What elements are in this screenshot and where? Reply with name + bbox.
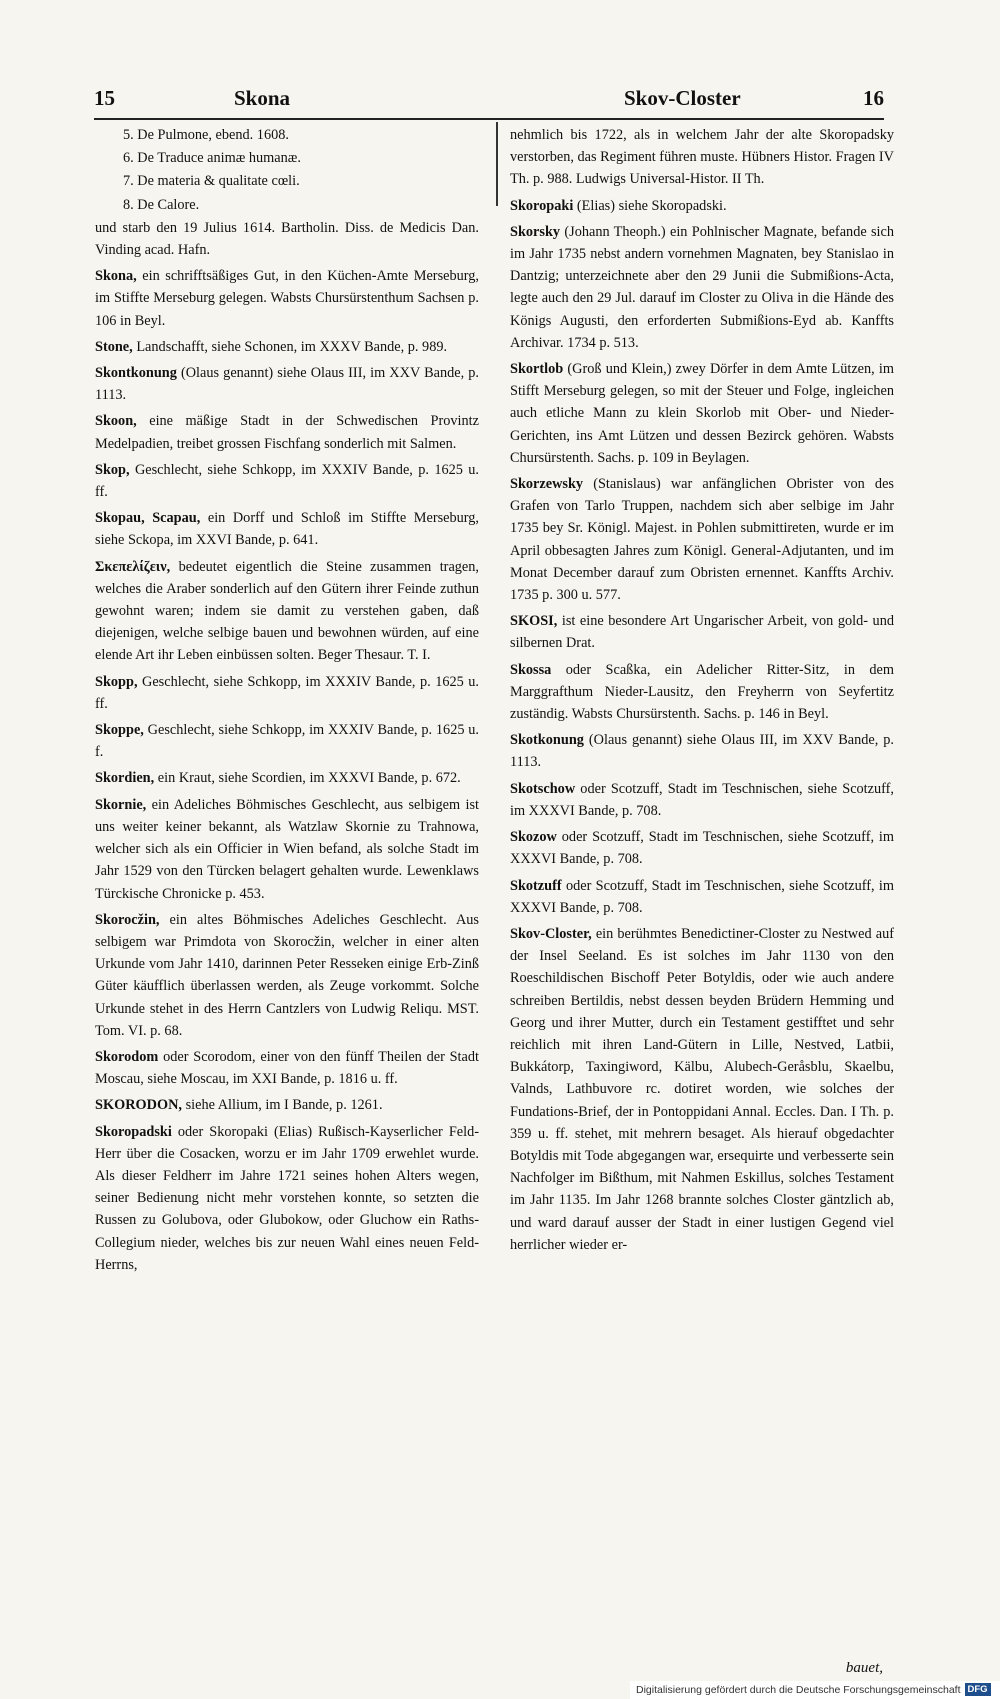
dictionary-entry (510, 875, 894, 919)
right-page-number: 16 (863, 86, 884, 110)
dictionary-entry (510, 195, 894, 217)
entry-headword: Skoropadski (95, 1123, 172, 1140)
entry-text: ein altes Böhmisches Adeliches Geschlecht. Aus selbigem war Primdota von Skorocžin, welcher in einer alten Urkunde vom Jahr 1410, darinnen Peter Resseken einige Erb-Zinß Güter käufflich überlassen werden, als Zeuge vorkommt. Solche Urkunde stehet in des Herrn Cantzlers von Ludwig Reliqu. MST. Tom. VI. p. 68. (95, 911, 479, 1039)
dictionary-entry (95, 794, 479, 905)
entry-text: (Olaus genannt) siehe Olaus III, im XXV Bande, p. 1113. (510, 732, 894, 771)
entry-text: oder Scorodom, einer von den fünff Theilen der Stadt Moscau, siehe Moscau, im XXI Bande, p. 1816 u. ff. (95, 1048, 479, 1088)
entry-headword: SKOSI, (510, 613, 558, 630)
entry-headword: Skona, (95, 268, 137, 285)
entry-text: oder Scaßka, ein Adelicher Ritter-Sitz, in dem Marggrafthum Nieder-Lausitz, den Freyherrn von Seyfertitz zuständig. Wabsts Chursürstenth. Sachs. p. 146 in Beyl. (510, 661, 894, 723)
entry-text: (Groß und Klein,) zwey Dörfer in dem Amte Lützen, im Stifft Merseburg gelegen, so mit der Steuer und Folge, ingleichen auch etliche Mann zu klein Skorlob mit Ober- und Nieder-Gerichten, ins Amt Lützen und dessen Bezirck gehören. Wabsts Chursürstenth. Sachs. p. 109 in Beylagen. (510, 361, 894, 466)
entry-text: (Olaus genannt) siehe Olaus III, im XXV Bande, p. 1113. (95, 365, 479, 404)
entry-text: Landschafft, siehe Schonen, im XXXV Bande, p. 989. (136, 338, 448, 355)
entry-text: siehe Allium, im I Bande, p. 1261. (185, 1097, 383, 1114)
entry-text: und starb den 19 Julius 1614. Bartholin. Diss. de Medicis Dan. Vinding acad. Hafn. (95, 219, 479, 259)
running-head (94, 86, 884, 116)
left-running-title: Skona (234, 86, 291, 110)
dictionary-entry (95, 719, 479, 763)
entry-headword: Skotkonung (510, 732, 584, 749)
entry-text: oder Skoropaki (Elias) Rußisch-Kayserlicher Feld-Herr über die Cosacken, worzu er im Jahr 1709 erwehlet wurde. Als dieser Feldherr im Jahre 1721 seines hohen Alters wegen, seiner Bedienung nicht mehr vorstehen konnte, so setzten die Russen zu Golubova, oder Glubokow, oder Gluchow ein Raths-Collegium nieder, welches bis zur neuen Wahl eines neuen Feld-Herrns, (95, 1123, 479, 1273)
dictionary-entry (510, 729, 894, 773)
entry-text: Geschlecht, siehe Schkopp, im XXXIV Bande, p. 1625 u. ff. (95, 673, 479, 712)
dictionary-entry (510, 473, 894, 606)
entry-text: ist eine besondere Art Ungarischer Arbeit, von gold- und silbernen Drat. (510, 613, 894, 652)
entry-text: (Elias) siehe Skoropadski. (576, 197, 727, 214)
entry-headword: Skontkonung (95, 365, 177, 382)
left-column (95, 124, 479, 1280)
dictionary-entry (95, 1046, 479, 1090)
entry-text: Geschlecht, siehe Schkopp, im XXXIV Bande, p. 1625 u. f. (95, 722, 479, 761)
entry-headword: Stone, (95, 338, 133, 355)
dictionary-entry (510, 778, 894, 822)
entry-text: ein schrifftsäßiges Gut, in den Küchen-Amte Merseburg, im Stiffte Merseburg gelegen. Wabsts Chursürstenthum Sachsen p. 106 in Beyl. (95, 268, 480, 329)
list-item: 6. De Traduce animæ humanæ. (123, 150, 301, 167)
list-item: 8. De Calore. (123, 196, 200, 213)
dictionary-entry (95, 410, 479, 454)
entry-headword: Skopp, (95, 673, 138, 690)
entry-headword: Skoppe, (95, 722, 144, 739)
entry-headword: Skorocžin, (95, 911, 160, 928)
dictionary-entry (95, 1121, 479, 1276)
catchword: bauet, (845, 1660, 883, 1676)
entry-text: eine mäßige Stadt in der Schwedischen Provintz Medelpadien, treibet grossen Fischfang sonderlich mit Salmen. (95, 413, 479, 452)
entry-text: ein Dorff und Schloß im Stiffte Merseburg, siehe Sckopa, im XXVI Bande, p. 641. (95, 510, 480, 549)
digitization-footer (630, 1681, 1000, 1699)
dictionary-entry (95, 336, 479, 358)
header-rule (94, 118, 884, 120)
dictionary-entry (510, 124, 894, 191)
dictionary-entry (510, 923, 894, 1256)
dictionary-entry (510, 221, 894, 354)
entry-text: oder Scotzuff, Stadt im Teschnischen, siehe Scotzuff, im XXXVI Bande, p. 708. (510, 780, 894, 819)
dictionary-entry (95, 362, 479, 406)
entry-text: (Stanislaus) war anfänglichen Obrister von des Grafen von Tarlo Truppen, nachdem sich aber selbige im Jahr 1735 bey Sr. Königl. Majest. in Pohlen submittireten, wurde er im April obbesagten Jahres zum Königl. General-Adjutanten, und im Monat December darauf zum Obristen ernennet. Kanffts Archiv. 1735 p. 300 u. 577. (510, 476, 894, 604)
entry-headword: Skornie, (95, 796, 147, 813)
entry-headword: Skozow (510, 829, 557, 846)
dictionary-entry (95, 671, 479, 715)
dictionary-entry (95, 217, 479, 261)
entry-headword: Skossa (510, 661, 552, 678)
entry-headword: Skortlob (510, 361, 564, 378)
entry-headword: Skoon, (95, 413, 137, 430)
dfg-logo: DFG (965, 1683, 991, 1696)
dictionary-entry (95, 459, 479, 503)
left-page-number: 15 (94, 86, 115, 110)
right-column (510, 124, 894, 1260)
dictionary-entry (95, 909, 479, 1042)
entry-headword: Skorodom (95, 1048, 159, 1065)
entry-headword: Skotschow (510, 780, 576, 797)
dictionary-entry (510, 358, 894, 469)
entry-text: Geschlecht, siehe Schkopp, im XXXIV Bande, p. 1625 u. ff. (95, 461, 480, 501)
entry-headword: Skoropaki (510, 197, 574, 214)
dictionary-entry (95, 767, 479, 789)
dictionary-entry (510, 826, 894, 870)
entry-headword: SKORODON, (95, 1097, 182, 1114)
dictionary-entry (95, 265, 479, 332)
column-divider (496, 122, 498, 206)
dictionary-entry (95, 556, 479, 667)
entry-headword: Skordien, (95, 770, 155, 787)
entry-text: oder Scotzuff, Stadt im Teschnischen, siehe Scotzuff, im XXXVI Bande, p. 708. (510, 829, 895, 868)
right-entries (510, 124, 894, 1256)
dictionary-entry (510, 610, 894, 654)
entry-text: ein berühmtes Benedictiner-Closter zu Nestwed auf der Insel Seeland. Es ist solches im Jahr 1130 von den Roeschildischen Bischoff Peter Botyldis, oder wie auch andere schreiben Bertildis, nebst dessen beyden Brüdern Hemming und Georg und ihrer Mutter, durch ein Testament gestifftet und sehr reichlich mit ihren Land-Gütern in Lille, Nestved, Latbii, Bukkátorp, Taxingiword, Kälbu, Alubech-Geråsblu, Skaelbu, Valnds, Lathbuvore rc. dotiret worden, wie solches der Fundations-Brief, der in Pontoppidani Annal. Eccles. Dan. I Th. p. 359 u. ff. stehet, mit mehrern besaget. Als hierauf obgedachter Botyldis mit Tode abgegangen war, ersequirte und verbesserte sein Nachfolger im Bißthum, mit Nahmen Eskillus, solches Testament im Jahr 1135. Im Jahr 1268 brannte solches Closter gäntzlich ab, und ward darauf ausser der Stadt in einer lustigen Gegend viel herrlicher wieder er- (510, 925, 895, 1253)
entry-headword: Skotzuff (510, 877, 562, 894)
entry-text: ein Kraut, siehe Scordien, im XXXVI Bande, p. 672. (157, 770, 461, 787)
entry-text: bedeutet eigentlich die Steine zusammen tragen, welches die Araber sonderlich auf den Gütern ihrer Feinde zuthun gewohnt waren; indem sie damit zu verstehen gaben, daß diejenigen, welche selbige bauen und bewohnen würden, auf eine elende Art ihr Leben einbüssen solten. Beger Thesaur. T. I. (95, 558, 480, 664)
list-item: 7. De materia & qualitate cœli. (123, 173, 300, 190)
entry-headword: Skorsky (510, 223, 561, 240)
dictionary-entry (510, 659, 894, 726)
entry-headword: Skov-Closter, (510, 925, 592, 942)
list-item: 5. De Pulmone, ebend. 1608. (123, 127, 289, 143)
entry-headword: Skorzewsky (510, 476, 584, 493)
left-entries (95, 217, 479, 1276)
entry-text: nehmlich bis 1722, als in welchem Jahr der alte Skoropadsky verstorben, das Regiment führen muste. Hübners Histor. Fragen IV Th. p. 988. Ludwigs Universal-Histor. II Th. (510, 127, 894, 188)
right-running-title: Skov-Closter (624, 86, 741, 110)
footer-text: Digitalisierung gefördert durch die Deutsche Forschungsgemeinschaft (636, 1684, 961, 1696)
entry-headword: Σκεπελίζειν, (95, 558, 171, 575)
entry-text: oder Scotzuff, Stadt im Teschnischen, siehe Scotzuff, im XXXVI Bande, p. 708. (510, 877, 894, 916)
entry-text: ein Adeliches Böhmisches Geschlecht, aus selbigem ist uns weiter keiner bekannt, als Watzlaw Skornie zu Trahnowa, welcher sich als ein Officier in Wien befand, als solche Stadt im Jahr 1529 von den Türcken belagert gehalten wurde. Lewenklaws Türckische Chronicke p. 453. (95, 796, 480, 902)
entry-headword: Skop, (95, 461, 130, 478)
entry-text: (Johann Theoph.) ein Pohlnischer Magnate, befande sich im Jahr 1735 nebst andern vornehmen Magnaten, bey Stanislao in Dantzig; unterzeichnete aber den 29 Junii die Submißions-Acta, legte auch den 29 Jul. darauf im Closter zu Oliva in die Hände des Königs Augusti, den erforderten Submißions-Eyd ab. Kanffts Archivar. 1734 p. 513. (510, 223, 895, 351)
numbered-list (95, 124, 479, 216)
dictionary-entry (95, 1094, 479, 1116)
entry-headword: Skopau, Scapau, (95, 510, 201, 527)
dictionary-entry (95, 507, 479, 551)
